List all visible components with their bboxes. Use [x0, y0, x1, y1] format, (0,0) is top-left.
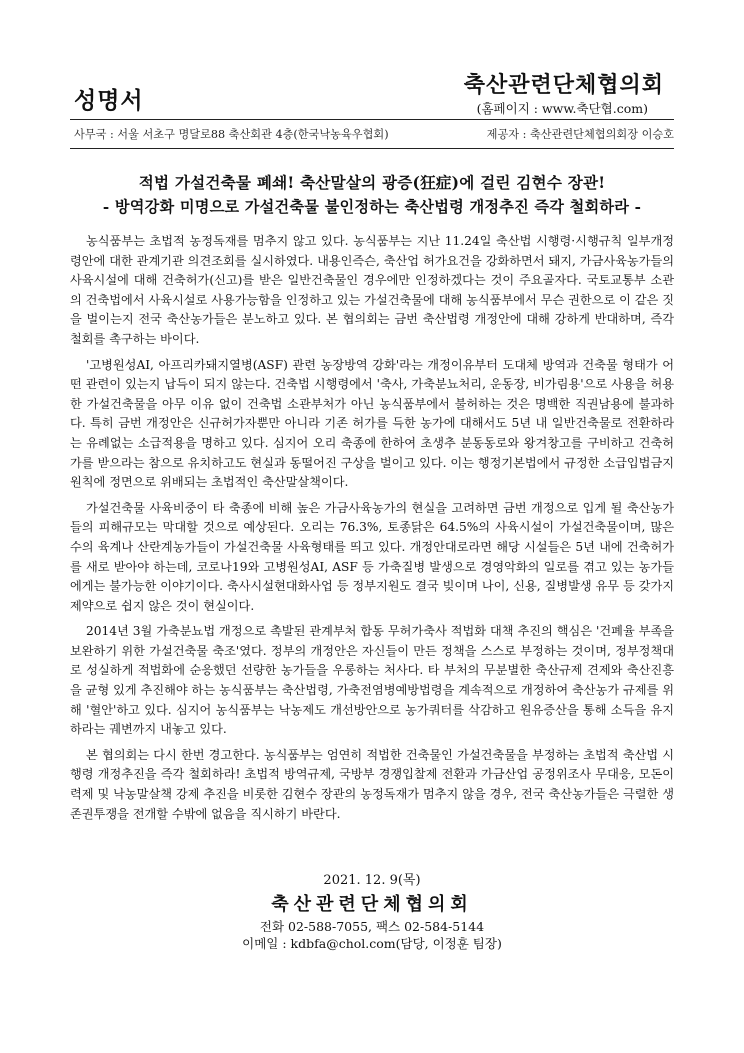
- phone-fax: 전화 02-588-7055, 팩스 02-584-5144: [259, 919, 485, 934]
- statement-body: [70, 232, 674, 830]
- body-paragraph: 2014년 3월 가축분뇨법 개정으로 촉발된 관계부처 합동 무허가축사 적법화 대책 추진의 핵심은 '건폐율 부족을 보완하기 위한 가설건축물 축조'였다. 정부의 개정안은 자신들이 만든 정책을 스스로 부정하는 것이며, 정부정책대로 성실하게 적법화에 순응했던 선량한 농가들을 우롱하는 처사다. 타 부처의 무분별한 축산규제 견제와 축산진흥을 균형 있게 추진해야 하는 농식품부는 축산법령, 가축전염병예방법령을 계속적으로 개정하여 축산농가 규제를 위해 '혈안'하고 있다. 심지어 농식품부는 낙농제도 개선방안으로 농가쿼터를 삭감하고 원유증산을 통해 소득을 유지하라는 궤변까지 내놓고 있다.: [70, 624, 674, 737]
- homepage-text: (홈페이지 : www.축단협.com): [476, 101, 648, 116]
- office-address: 사무국 : 서울 서초구 명달로88 축산회관 4층(한국낙농육우협회): [74, 128, 389, 141]
- doc-type-heading: 성명서: [74, 88, 144, 114]
- header-divider-top: [70, 119, 674, 120]
- signature-org-name: 축산관련단체협의회: [271, 894, 473, 915]
- statement-title: 적법 가설건축물 폐쇄! 축산말살의 광증(狂症)에 걸린 김현수 장관!: [138, 173, 606, 192]
- statement-subtitle: - 방역강화 미명으로 가설건축물 불인정하는 축산법령 개정추진 즉각 철회하라 -: [102, 198, 642, 216]
- header-divider-bottom: [70, 148, 674, 149]
- body-paragraph: '고병원성AI, 아프리카돼지열병(ASF) 관련 농장방역 강화'라는 개정이유부터 도대체 방역과 건축물 형태가 어떤 관련이 있는지 납득이 되지 않는다. 건축법 시행령에서 '축사, 가축분뇨처리, 운동장, 비가림용'으로 사용을 허용한 가설건축물을 아무 이유 없이 건축법 소관부처가 아닌 농식품부에서 불허하는 것은 명백한 직권남용에 불과하다. 특히 금번 개정안은 신규허가자뿐만 아니라 기존 허가를 득한 농가에 대해서도 5년 내 일반건축물로 전환하라는 유례없는 소급적용을 명하고 있다. 심지어 오리 축종에 한하여 초생추 분동동로와 왕겨창고를 구비하고 건축허가를 받으라는 참으로 유치하고도 현실과 동떨어진 구상을 벌이고 있다. 이는 행정기본법에서 규정한 소급입법금지원칙에 정면으로 위배되는 초법적인 축산말살책이다.: [70, 357, 674, 490]
- body-paragraph: 농식품부는 초법적 농정독재를 멈추지 않고 있다. 농식품부는 지난 11.24일 축산법 시행령·시행규칙 일부개정령안에 대한 관계기관 의견조회를 실시하였다. 내용인즉슨, 축산업 허가요건을 강화하면서 돼지, 가금사육농가들의 사육시설에 대해 건축허가(신고)를 받은 일반건축물인 경우에만 인정하겠다는 것이 주요골자다. 국토교통부 소관의 건축법에서 사육시설로 사용가능함을 인정하고 있는 가설건축물에 대해 농식품부에서 무슨 권한으로 이 같은 짓을 벌이는지 전국 축산농가들은 분노하고 있다. 본 협의회는 금번 축산법령 개정안에 대해 강하게 반대하며, 즉각 철회를 촉구하는 바이다.: [70, 234, 674, 346]
- provider-info: 제공자 : 축산관련단체협의회장 이승호: [486, 128, 674, 141]
- body-paragraph: 본 협의회는 다시 한번 경고한다. 농식품부는 엄연히 적법한 건축물인 가설건축물을 부정하는 초법적 축산법 시행령 개정추진을 즉각 철회하라! 초법적 방역규제, 국방부 경쟁입찰제 전환과 가금산업 공정위조사 무대응, 모돈이력제 및 낙농말살책 강제 추진을 비롯한 김현수 장관의 농정독재가 멈추지 않을 경우, 전국 축산농가들은 극렬한 생존권투쟁을 전개할 수밖에 없음을 직시하기 바란다.: [70, 747, 674, 821]
- contact-info: [0, 918, 744, 952]
- email-contact: 이메일 : kdbfa@chol.com(담당, 이정훈 팀장): [242, 936, 502, 951]
- org-name-heading: 축산관련단체협의회: [463, 73, 664, 98]
- body-paragraph: 가설건축물 사육비중이 타 축종에 비해 높은 가금사육농가의 현실을 고려하면 금번 개정으로 입게 될 축산농가들의 피해규모는 막대할 것으로 예상된다. 오리는 76.3%, 토종닭은 64.5%의 사육시설이 가설건축물이며, 많은 수의 육계나 산란계농가들이 가설건축물 사육형태를 띄고 있다. 개정안대로라면 해당 시설들은 5년 내에 건축허가를 새로 받아야 하는데, 코로나19와 고병원성AI, ASF 등 가축질병 발생으로 경영악화의 일로를 겪고 있는 농가들에게는 불가능한 이야기이다. 축사시설현대화사업 등 정부지원도 결국 빚이며 나이, 신용, 질병발생 유무 등 갖가지 제약으로 쉽지 않은 것이 현실이다.: [70, 500, 674, 613]
- office-info-row: [74, 126, 674, 142]
- statement-date: 2021. 12. 9(목): [323, 873, 421, 888]
